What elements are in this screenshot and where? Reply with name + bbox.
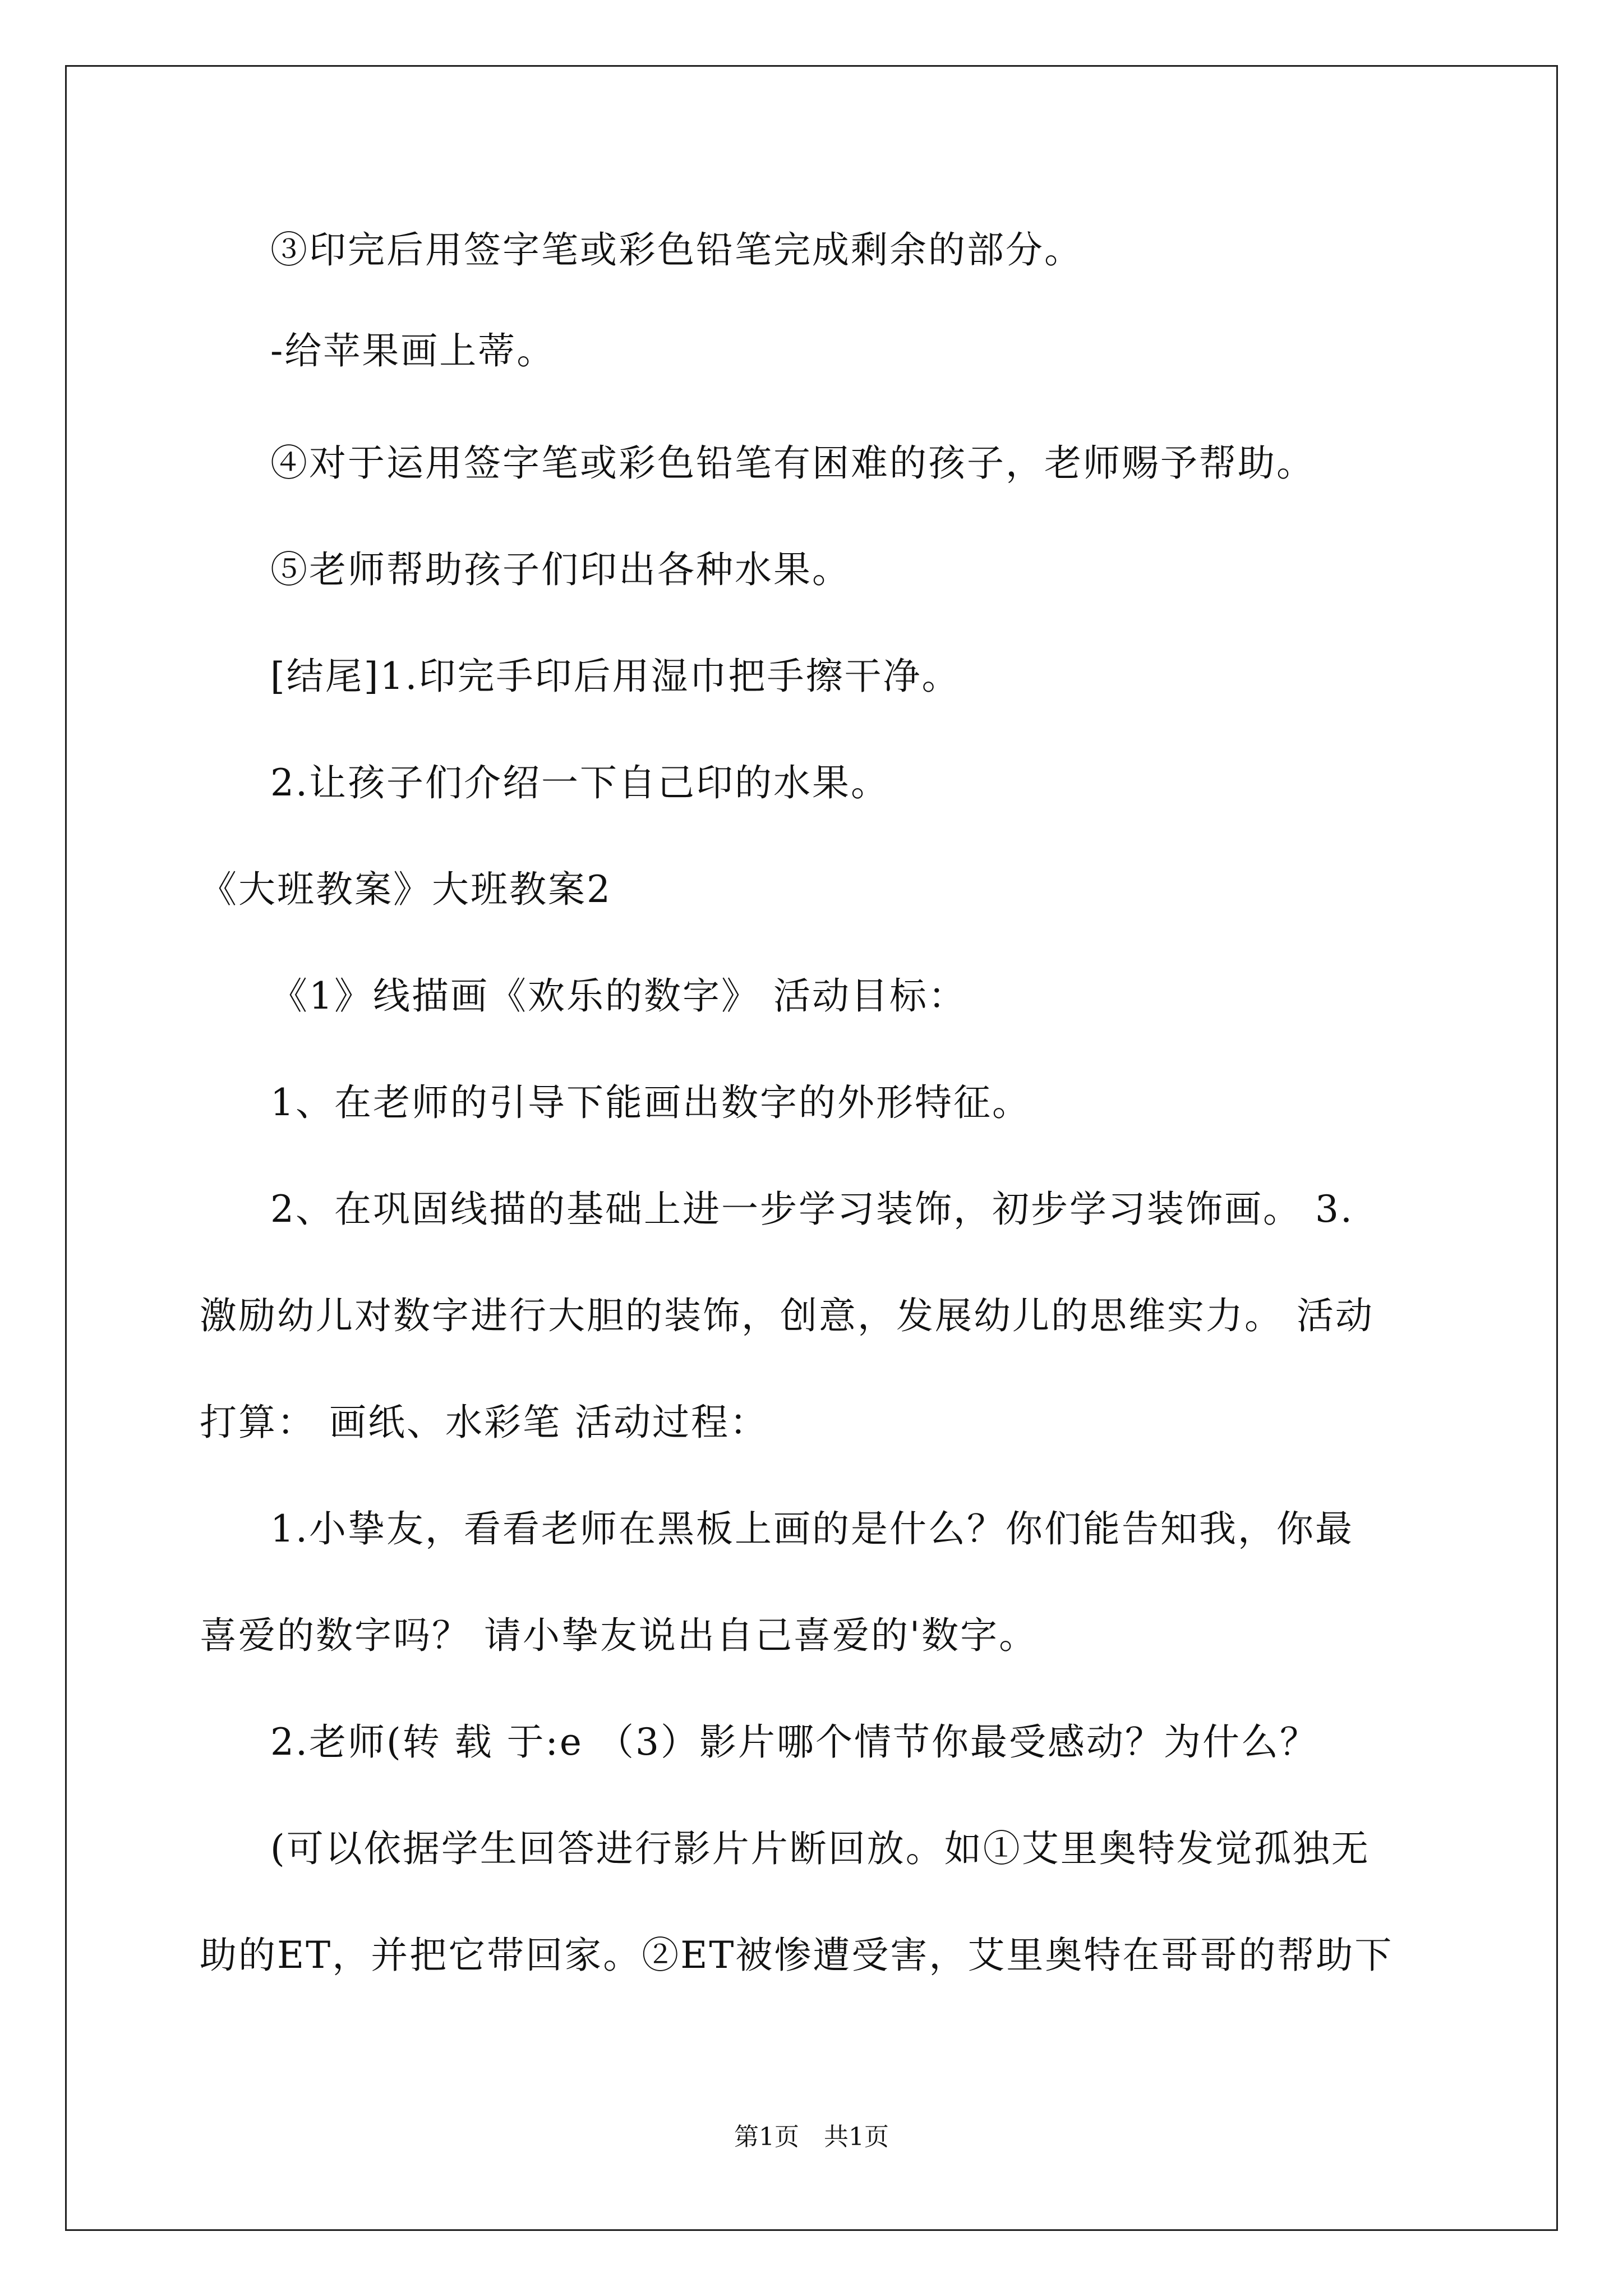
paragraph-line: ④对于运用签字笔或彩色铅笔有困难的孩子，老师赐予帮助。 [270,441,1315,485]
paragraph-line: (可以依据学生回答进行影片片断回放。如①艾里奥特发觉孤独无 [270,1827,1370,1870]
paragraph-line: 2.让孩子们介绍一下自己印的水果。 [270,761,889,804]
section-heading: 《大班教案》大班教案2 [200,868,612,911]
paragraph-line: 激励幼儿对数字进行大胆的装饰，创意，发展幼儿的思维实力。 活动 [200,1294,1374,1337]
page-border [65,65,1558,2231]
page-footer: 第1页 共1页 [734,2123,889,2151]
paragraph-line: ⑤老师帮助孩子们印出各种水果。 [270,548,851,591]
paragraph-line: 2.老师(转 载 于:e （3）影片哪个情节你最受感动？为什么？ [270,1720,1318,1764]
paragraph-line: -给苹果画上蒂。 [270,329,556,372]
paragraph-line: 《1》线描画《欢乐的数字》 活动目标： [270,974,967,1018]
paragraph-line: ③印完后用签字笔或彩色铅笔完成剩余的部分。 [270,228,1083,272]
paragraph-line: 2、在巩固线描的基础上进一步学习装饰，初步学习装饰画。 3. [270,1188,1354,1231]
paragraph-line: [结尾]1.印完手印后用湿巾把手擦干净。 [270,655,961,698]
paragraph-line: 打算： 画纸、水彩笔 活动过程： [200,1401,768,1444]
paragraph-line: 1.小挚友，看看老师在黑板上画的是什么？你们能告知我，你最 [270,1507,1354,1550]
paragraph-line: 1、在老师的引导下能画出数字的外形特征。 [270,1081,1031,1124]
paragraph-line: 助的ET，并把它带回家。②ET被惨遭受害，艾里奥特在哥哥的帮助下 [200,1934,1394,1977]
paragraph-line: 喜爱的数字吗？ 请小挚友说出自己喜爱的'数字。 [200,1614,1038,1657]
